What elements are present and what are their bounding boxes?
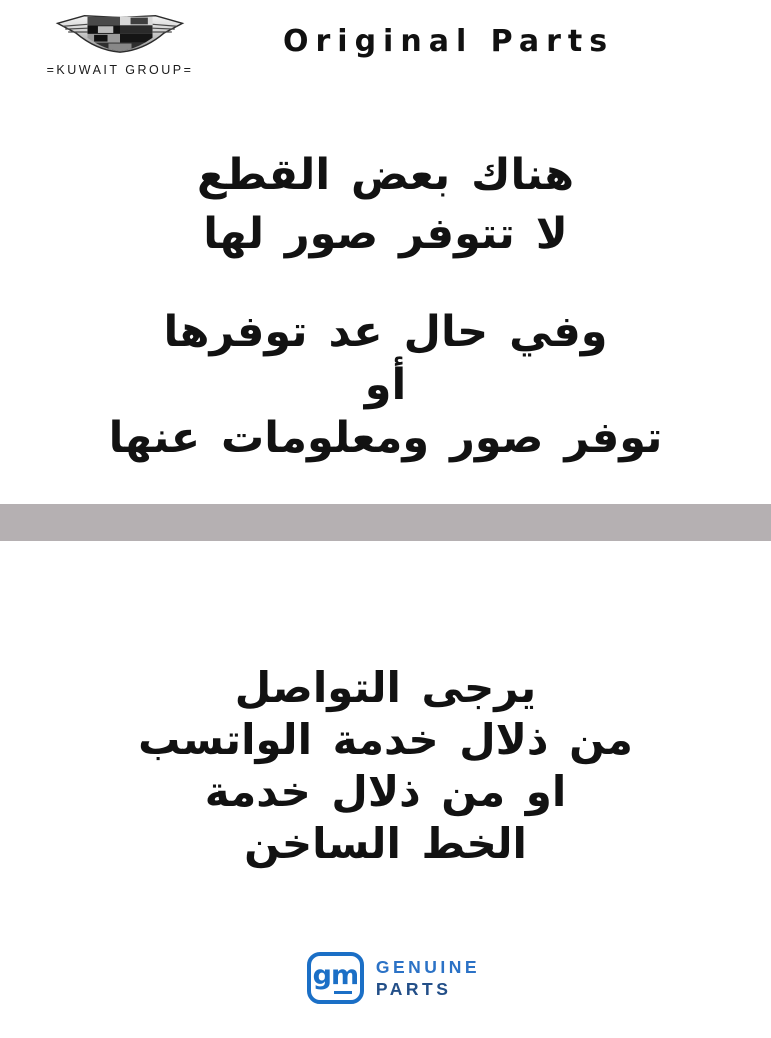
- notice-line: الخط الساخن: [244, 819, 527, 868]
- gm-genuine-parts-block: [0, 952, 771, 1004]
- brand-block: [34, 8, 206, 77]
- notice-line: من ذلال خدمة الواتسب: [138, 715, 633, 764]
- gm-wordmark: [376, 956, 480, 1000]
- notice-line: او من ذلال خدمة: [204, 767, 567, 816]
- notice-line: توفر صور ومعلومات عنها: [108, 413, 663, 463]
- notice-line: أو: [364, 360, 407, 410]
- gm-wordmark-genuine: GENUINE: [375, 957, 481, 977]
- notice-section-3: [0, 662, 771, 870]
- notice-line: هناك بعض القطع: [196, 150, 575, 200]
- gm-underline: [334, 991, 352, 995]
- cadillac-crest-icon: [55, 8, 185, 56]
- notice-section-2: [0, 306, 771, 465]
- notice-line: يرجى التواصل: [234, 663, 537, 712]
- gm-monogram: gm: [312, 959, 359, 991]
- gm-wordmark-parts: PARTS: [375, 979, 452, 999]
- gm-badge-icon: [307, 952, 364, 1004]
- brand-caption: =KUWAIT GROUP=: [46, 63, 194, 77]
- notice-line: لا تتوفر صور لها: [203, 209, 568, 259]
- divider-bar: [0, 504, 771, 541]
- page-title: Original Parts: [283, 24, 615, 59]
- notice-line: وفي حال عد توفرها: [163, 307, 608, 357]
- notice-section-1: [0, 146, 771, 264]
